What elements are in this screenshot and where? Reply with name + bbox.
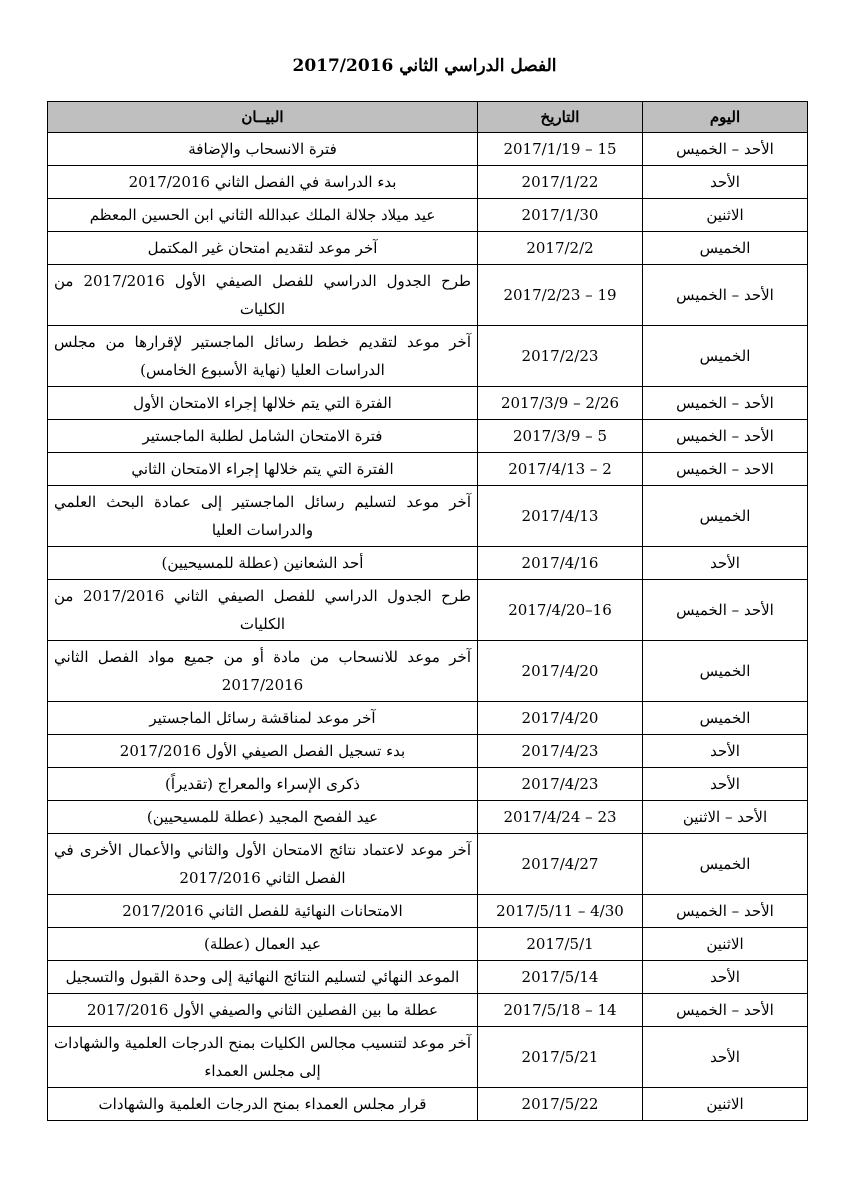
row-day: الأحد <box>643 961 808 994</box>
row-description: فترة الامتحان الشامل لطلبة الماجستير <box>48 420 478 453</box>
row-description: بدء الدراسة في الفصل الثاني 2017/2016 <box>48 166 478 199</box>
row-day: الأحد <box>643 166 808 199</box>
row-date: 14 – 2017/5/18 <box>478 994 643 1027</box>
table-row <box>48 702 808 735</box>
row-date: 2017/4/23 <box>478 735 643 768</box>
table-row <box>48 265 808 326</box>
row-description: الموعد النهائي لتسليم النتائج النهائية إلى وحدة القبول والتسجيل <box>48 961 478 994</box>
academic-calendar-table <box>47 101 808 1121</box>
table-row <box>48 895 808 928</box>
table-row <box>48 166 808 199</box>
table-body <box>48 133 808 1121</box>
row-date: 2017/5/1 <box>478 928 643 961</box>
row-date: 2017/2/2 <box>478 232 643 265</box>
row-day: الاثنين <box>643 199 808 232</box>
row-day: الأحد <box>643 735 808 768</box>
row-day: الخميس <box>643 232 808 265</box>
table-row <box>48 768 808 801</box>
row-day: الأحد – الخميس <box>643 133 808 166</box>
row-date: 2017/4/13 <box>478 486 643 547</box>
row-day: الأحد <box>643 1027 808 1088</box>
row-day: الأحد – الخميس <box>643 387 808 420</box>
table-row <box>48 928 808 961</box>
table-row <box>48 801 808 834</box>
row-date: 2017/4/20 <box>478 702 643 735</box>
row-date: 2 – 2017/4/13 <box>478 453 643 486</box>
table-row <box>48 326 808 387</box>
table-row <box>48 486 808 547</box>
header-description: البيــان <box>48 102 478 133</box>
row-description: الفترة التي يتم خلالها إجراء الامتحان الأول <box>48 387 478 420</box>
row-description: طرح الجدول الدراسي للفصل الصيفي الثاني 2017/2016 من الكليات <box>48 580 478 641</box>
row-date: 15 – 2017/1/19 <box>478 133 643 166</box>
row-date: 2017/2/23 <box>478 326 643 387</box>
table-row <box>48 133 808 166</box>
row-description: آخر موعد لتنسيب مجالس الكليات بمنح الدرجات العلمية والشهادات إلى مجلس العمداء <box>48 1027 478 1088</box>
row-day: الأحد <box>643 768 808 801</box>
row-day: الخميس <box>643 326 808 387</box>
row-description: طرح الجدول الدراسي للفصل الصيفي الأول 2017/2016 من الكليات <box>48 265 478 326</box>
row-date: 2017/1/30 <box>478 199 643 232</box>
table-row <box>48 547 808 580</box>
row-day: الاثنين <box>643 1088 808 1121</box>
row-description: أحد الشعانين (عطلة للمسيحيين) <box>48 547 478 580</box>
row-date: 2017/4/20 <box>478 641 643 702</box>
table-row <box>48 453 808 486</box>
row-day: الاثنين <box>643 928 808 961</box>
row-date: 16–2017/4/20 <box>478 580 643 641</box>
table-row <box>48 580 808 641</box>
table-row <box>48 961 808 994</box>
row-date: 19 – 2017/2/23 <box>478 265 643 326</box>
row-day: الأحد – الخميس <box>643 994 808 1027</box>
row-day: الأحد <box>643 547 808 580</box>
row-date: 2017/1/22 <box>478 166 643 199</box>
row-description: الفترة التي يتم خلالها إجراء الامتحان الثاني <box>48 453 478 486</box>
row-description: عيد الفصح المجيد (عطلة للمسيحيين) <box>48 801 478 834</box>
row-description: فترة الانسحاب والإضافة <box>48 133 478 166</box>
row-date: 2017/4/23 <box>478 768 643 801</box>
row-description: عيد ميلاد جلالة الملك عبدالله الثاني ابن الحسين المعظم <box>48 199 478 232</box>
row-description: آخر موعد لاعتماد نتائج الامتحان الأول والثاني والأعمال الأخرى في الفصل الثاني 2017/2016 <box>48 834 478 895</box>
page-title: الفصل الدراسي الثاني 2017/2016 <box>292 56 557 76</box>
row-day: الأحد – الخميس <box>643 895 808 928</box>
row-day: الأحد – الخميس <box>643 265 808 326</box>
table-row <box>48 420 808 453</box>
row-description: بدء تسجيل الفصل الصيفي الأول 2017/2016 <box>48 735 478 768</box>
row-day: الاحد – الخميس <box>643 453 808 486</box>
row-date: 4/30 – 2017/5/11 <box>478 895 643 928</box>
row-day: الأحد – الخميس <box>643 420 808 453</box>
table-row <box>48 641 808 702</box>
table-row <box>48 387 808 420</box>
row-description: آخر موعد لتقديم خطط رسائل الماجستير لإقرارها من مجلس الدراسات العليا (نهاية الأسبوع الخامس) <box>48 326 478 387</box>
table-row <box>48 1027 808 1088</box>
row-description: عيد العمال (عطلة) <box>48 928 478 961</box>
row-day: الخميس <box>643 486 808 547</box>
row-description: الامتحانات النهائية للفصل الثاني 2017/2016 <box>48 895 478 928</box>
row-date: 23 – 2017/4/24 <box>478 801 643 834</box>
row-date: 2017/4/27 <box>478 834 643 895</box>
row-date: 2017/5/22 <box>478 1088 643 1121</box>
row-date: 2/26 – 2017/3/9 <box>478 387 643 420</box>
row-day: الأحد – الخميس <box>643 580 808 641</box>
row-description: آخر موعد لتقديم امتحان غير المكتمل <box>48 232 478 265</box>
header-date: التاريخ <box>478 102 643 133</box>
row-date: 2017/5/14 <box>478 961 643 994</box>
row-day: الخميس <box>643 641 808 702</box>
table-row <box>48 834 808 895</box>
table-row <box>48 994 808 1027</box>
table-row <box>48 199 808 232</box>
table-row <box>48 232 808 265</box>
table-header-row <box>48 102 808 133</box>
row-description: آخر موعد لتسليم رسائل الماجستير إلى عمادة البحث العلمي والدراسات العليا <box>48 486 478 547</box>
row-description: ذكرى الإسراء والمعراج (تقديراً) <box>48 768 478 801</box>
row-date: 2017/5/21 <box>478 1027 643 1088</box>
row-description: قرار مجلس العمداء بمنح الدرجات العلمية والشهادات <box>48 1088 478 1121</box>
header-day: اليوم <box>643 102 808 133</box>
table-row <box>48 1088 808 1121</box>
row-description: عطلة ما بين الفصلين الثاني والصيفي الأول 2017/2016 <box>48 994 478 1027</box>
row-day: الخميس <box>643 702 808 735</box>
row-day: الخميس <box>643 834 808 895</box>
row-day: الأحد – الاثنين <box>643 801 808 834</box>
row-date: 5 – 2017/3/9 <box>478 420 643 453</box>
row-date: 2017/4/16 <box>478 547 643 580</box>
row-description: آخر موعد لمناقشة رسائل الماجستير <box>48 702 478 735</box>
table-row <box>48 735 808 768</box>
row-description: آخر موعد للانسحاب من مادة أو من جميع مواد الفصل الثاني 2017/2016 <box>48 641 478 702</box>
